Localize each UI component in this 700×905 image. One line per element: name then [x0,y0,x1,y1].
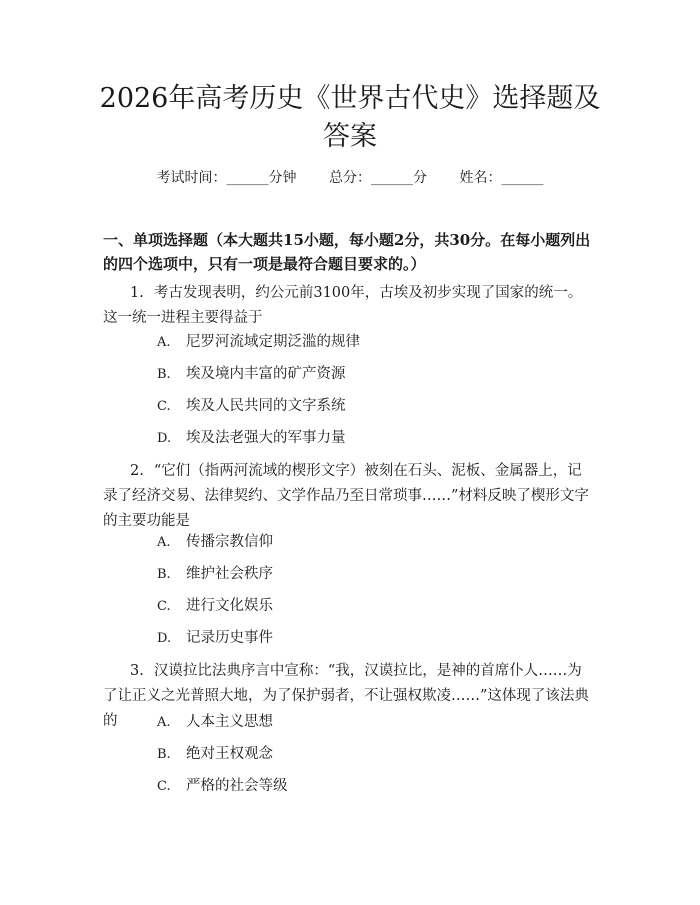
question-1-option-c [157,395,557,418]
question-stem: “它们（指两河流域的楔形文字）被刻在石头、泥板、金属器上，记录了经济交易、法律契约、文学作品乃至日常琐事……”材料反映了楔形文字的主要功能是 [103,463,589,529]
option-letter: A. [157,535,171,550]
option-letter: A. [157,335,171,350]
option-text: 尼罗河流域定期泛滥的规律 [186,334,360,350]
option-letter: B. [157,747,171,762]
question-number: 1. [130,285,144,301]
question-stem: 汉谟拉比法典序言中宣称：“我，汉谟拉比，是神的首席仆人……为了让正义之光普照大地，为了保护弱者，不让强权欺凌……”这体现了该法典的 [103,663,589,729]
question-1-option-d [157,427,557,450]
option-text: 埃及法老强大的军事力量 [186,430,346,446]
question-2-option-d [157,627,557,650]
question-number: 2. [130,463,144,479]
question-2-option-c [157,595,557,618]
option-text: 绝对王权观念 [186,746,273,762]
question-2-option-a [157,531,557,554]
question-1-option-a [157,331,557,354]
option-letter: D. [157,631,172,646]
option-text: 传播宗教信仰 [186,534,273,550]
option-letter: B. [157,567,171,582]
option-letter: A. [157,715,171,730]
question-3-option-b [157,743,557,766]
question-1 [103,281,595,331]
question-3-option-a [157,711,557,734]
option-text: 埃及境内丰富的矿产资源 [186,366,346,382]
exam-time-field: 考试时间：______分钟 [156,170,297,186]
option-text: 严格的社会等级 [186,778,288,794]
option-letter: B. [157,367,171,382]
question-stem: 考古发现表明，约公元前3100年，古埃及初步实现了国家的统一。这一统一进程主要得益于 [103,285,583,326]
option-text: 人本主义思想 [186,714,273,730]
option-text: 维护社会秩序 [186,566,273,582]
option-letter: D. [157,431,172,446]
option-text: 进行文化娱乐 [186,598,273,614]
page-title: 2026年高考历史《世界古代史》选择题及答案 [99,83,601,152]
question-3-option-c [157,775,557,798]
exam-info-line [0,168,700,188]
student-name-field: 姓名：______ [459,170,544,186]
option-letter: C. [157,399,171,414]
total-score-field: 总分：______分 [329,170,427,186]
question-number: 3. [130,663,144,679]
option-letter: C. [157,599,171,614]
question-1-option-b [157,363,557,386]
question-2-option-b [157,563,557,586]
option-letter: C. [157,779,171,794]
option-text: 记录历史事件 [186,630,273,646]
section-heading: 一、单项选择题（本大题共15小题，每小题2分，共30分。在每小题列出的四个选项中，只有一项是最符合题目要求的。） [103,231,591,273]
question-2 [103,459,595,534]
option-text: 埃及人民共同的文字系统 [186,398,346,414]
